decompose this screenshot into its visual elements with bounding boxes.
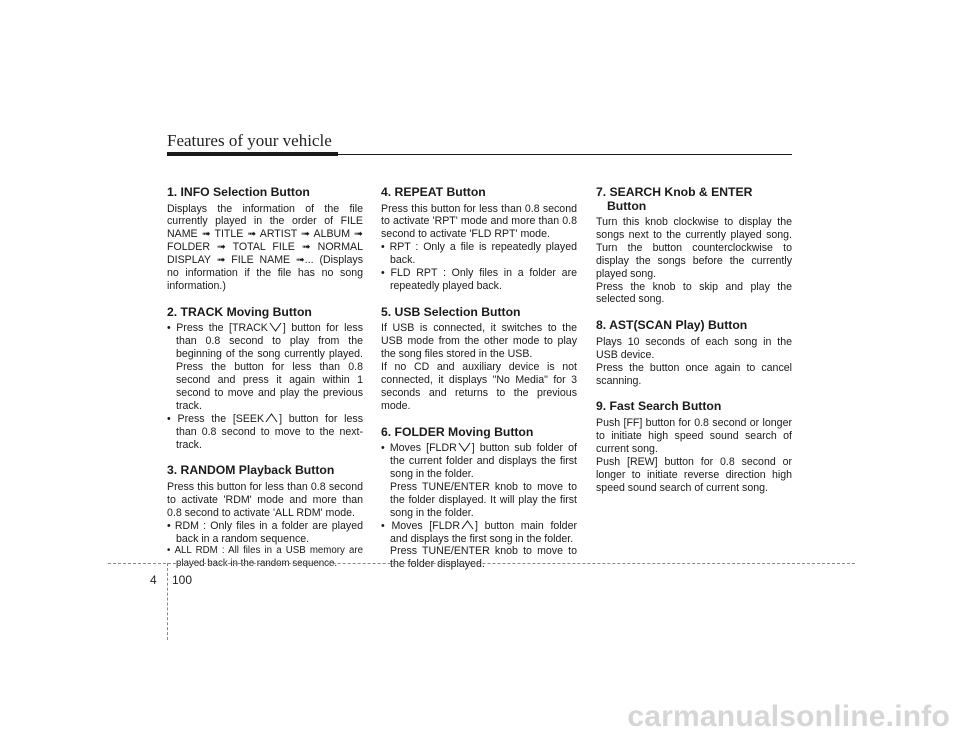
repeat-heading: 4. REPEAT Button [381, 185, 486, 199]
usb-heading: 5. USB Selection Button [381, 304, 521, 319]
folder-b1-pre: Moves [FLDR [389, 442, 457, 455]
track-b1-pre: Press the [TRACK [176, 322, 268, 335]
folder-b1-post: ] button sub folder of the current folder and displays the first song in the folder. [390, 442, 577, 480]
folder-b2-pre: Moves [FLDR [391, 519, 460, 532]
column-2 [381, 186, 577, 571]
folder-bullets-2 [381, 520, 577, 546]
track-down-caret-icon [269, 322, 282, 332]
list-item [381, 520, 577, 546]
track-b1-post: ] button for less than 0.8 second to play from the beginning of the song currently played. Press the button for less than 0.8 second and press it again within 1 second to move and play the previous track. [176, 322, 363, 412]
folder-b2-post: ] button main folder and displays the first song in the folder. [390, 519, 577, 545]
search-heading: 7. SEARCH Knob & ENTER Button [596, 185, 753, 213]
folder-heading: 6. FOLDER Moving Button [381, 424, 534, 439]
footer-dashed-rule [108, 563, 855, 564]
page-number: 100 [172, 573, 193, 587]
search-p2: Press the knob to skip and play the selected song. [596, 280, 792, 306]
fast-heading: 9. Fast Search Button [596, 399, 722, 414]
chapter-number: 4 [150, 573, 157, 587]
page-header-title: Features of your vehicle [167, 131, 332, 150]
usb-p1: If USB is connected, it switches to the USB mode from the other mode to play the song files stored in the USB. [381, 322, 577, 361]
list-item [167, 413, 363, 452]
fast-p1: Push [FF] button for 0.8 second or longer to initiate high speed sound search of current song. [596, 416, 792, 455]
search-p1: Turn this knob clockwise to display the songs next to the currently played song. Turn the button counterclockwise to display the songs before the currently played song. [596, 216, 792, 280]
list-item: • ALL RDM : All files in a USB memory are played back in the random sequence. [167, 545, 363, 571]
list-item: • RPT : Only a file is repeatedly played back. [381, 241, 577, 267]
track-bullets [167, 322, 363, 451]
track-b2-pre: Press the [SEEK [177, 412, 265, 425]
folder-b2-note: Press TUNE/ENTER knob to move to the folder displayed. [390, 545, 577, 571]
ast-heading: 8. AST(SCAN Play) Button [596, 318, 748, 333]
list-item [381, 442, 577, 481]
info-body: Displays the information of the file currently played in the order of FILE NAME ➟ TITLE ➟ ARTIST ➟ ALBUM ➟ FOLDER ➟ TOTAL FILE ➟ NORMAL DISPLAY ➟ FILE NAME ➟... (Displays no information if the file has no song information.) [167, 202, 363, 292]
seek-up-caret-icon [265, 413, 278, 423]
track-b2-post: ] button for less than 0.8 second to move to the next-track. [176, 412, 364, 451]
random-heading: 3. RANDOM Playback Button [167, 463, 335, 478]
fldr-down-caret-icon [458, 442, 471, 452]
repeat-bullets [381, 241, 577, 293]
folder-bullets [381, 442, 577, 481]
ast-p2: Press the button once again to cancel scanning. [596, 361, 792, 387]
folder-b1-note: Press TUNE/ENTER knob to move to the folder displayed. It will play the first song in the folder. [390, 480, 577, 519]
info-heading: 1. INFO Selection Button [167, 185, 310, 199]
random-body: Press this button for less than 0.8 second to activate 'RDM' mode and more than 0.8 second to activate 'ALL RDM' mode. [167, 480, 363, 519]
fldr-up-caret-icon [461, 520, 474, 530]
header-rule-thin [338, 154, 792, 155]
fast-p2: Push [REW] button for 0.8 second or longer to initiate reverse direction high speed sound search of current song. [596, 455, 792, 494]
ast-p1: Plays 10 seconds of each song in the USB device. [596, 335, 792, 361]
list-item: • FLD RPT : Only files in a folder are repeatedly played back. [381, 267, 577, 293]
watermark-logo: carmanualsonline.info [627, 700, 950, 733]
list-item: • RDM : Only files in a folder are played back in a random sequence. [167, 520, 363, 546]
header-rule-thick [167, 152, 338, 156]
usb-p2: If no CD and auxiliary device is not connected, it displays "No Media" for 3 seconds and returns to the previous mode. [381, 361, 577, 412]
track-heading: 2. TRACK Moving Button [167, 304, 312, 319]
column-3 [596, 186, 792, 494]
column-1 [167, 186, 363, 571]
repeat-body: Press this button for less than 0.8 second to activate 'RPT' mode and more than 0.8 second to activate 'FLD RPT' mode. [381, 202, 577, 241]
list-item [167, 322, 363, 412]
footer-vertical-dashed-rule [167, 563, 168, 640]
